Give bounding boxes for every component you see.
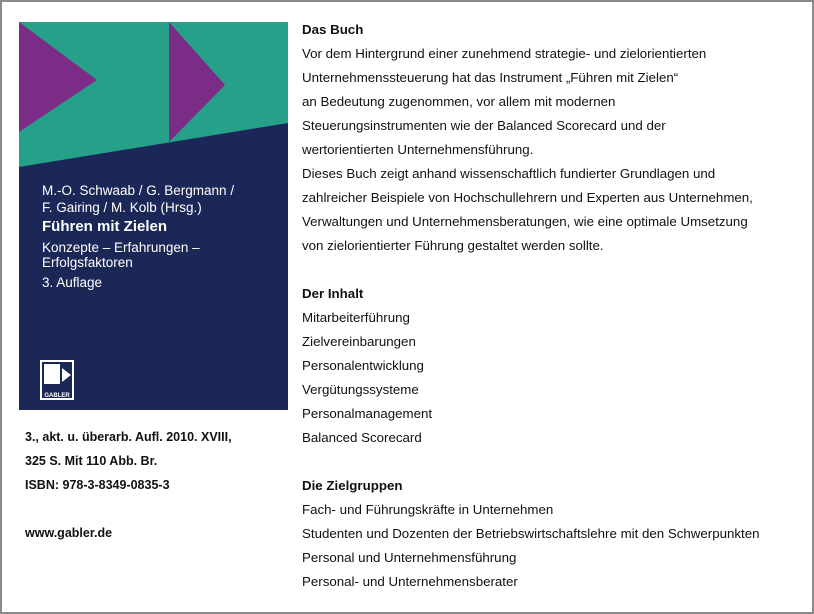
cover-title: Führen mit Zielen <box>42 218 168 235</box>
inhalt-item: Personalentwicklung <box>302 358 424 373</box>
buch-text-line: zahlreicher Beispiele von Hochschullehrern und Experten aus Unternehmen, <box>302 190 753 205</box>
book-cover <box>19 22 288 410</box>
buch-text-line: Unternehmenssteuerung hat das Instrument „Führen mit Zielen“ <box>302 70 679 85</box>
inhalt-item: Balanced Scorecard <box>302 430 422 445</box>
buch-text-line: Vor dem Hintergrund einer zunehmend strategie- und zielorientierten <box>302 46 707 61</box>
cover-authors-line1: M.-O. Schwaab / G. Bergmann / <box>42 183 235 198</box>
section-heading-buch: Das Buch <box>302 22 364 37</box>
cover-authors-line2: F. Gairing / M. Kolb (Hrsg.) <box>42 200 202 215</box>
book-details <box>25 425 295 545</box>
buch-text-line: Steuerungsinstrumenten wie der Balanced Scorecard und der <box>302 118 666 133</box>
cover-graphic <box>19 22 288 172</box>
description <box>302 18 807 594</box>
publisher-logo <box>40 360 74 400</box>
page-info: 325 S. Mit 110 Abb. Br. <box>25 454 158 468</box>
edition-info: 3., akt. u. überarb. Aufl. 2010. XVIII, <box>25 430 232 444</box>
isbn: ISBN: 978-3-8349-0835-3 <box>25 478 170 492</box>
section-heading-inhalt: Der Inhalt <box>302 286 364 301</box>
spacer <box>302 450 807 474</box>
buch-text-line: an Bedeutung zugenommen, vor allem mit modernen <box>302 94 616 109</box>
zielgruppen-item: Studenten und Dozenten der Betriebswirtschaftslehre mit den Schwerpunkten <box>302 526 760 541</box>
cover-edition: 3. Auflage <box>42 275 103 290</box>
inhalt-item: Zielvereinbarungen <box>302 334 416 349</box>
cover-subtitle-line2: Erfolgsfaktoren <box>42 255 133 270</box>
section-heading-zielgruppen: Die Zielgruppen <box>302 478 403 493</box>
zielgruppen-item: Personal- und Unternehmensberater <box>302 574 518 589</box>
inhalt-item: Mitarbeiterführung <box>302 310 410 325</box>
cover-authors <box>42 182 282 216</box>
zielgruppen-item: Personal und Unternehmensführung <box>302 550 517 565</box>
cover-subtitle <box>42 240 282 270</box>
buch-text-line: Verwaltungen und Unternehmensberatungen, wie eine optimale Umsetzung <box>302 214 748 229</box>
inhalt-item: Personalmanagement <box>302 406 433 421</box>
cover-subtitle-line1: Konzepte – Erfahrungen – <box>42 240 200 255</box>
buch-text-line: von zielorientierter Führung gestaltet werden sollte. <box>302 238 604 253</box>
publisher-link[interactable]: www.gabler.de <box>25 526 113 540</box>
buch-text-line: Dieses Buch zeigt anhand wissenschaftlich fundierter Grundlagen und <box>302 166 716 181</box>
buch-text-line: wertorientierten Unternehmensführung. <box>302 142 534 157</box>
zielgruppen-item: Fach- und Führungskräfte in Unternehmen <box>302 502 554 517</box>
spacer <box>302 258 807 282</box>
publisher-logo-text: GABLER <box>44 393 70 399</box>
inhalt-item: Vergütungssysteme <box>302 382 419 397</box>
